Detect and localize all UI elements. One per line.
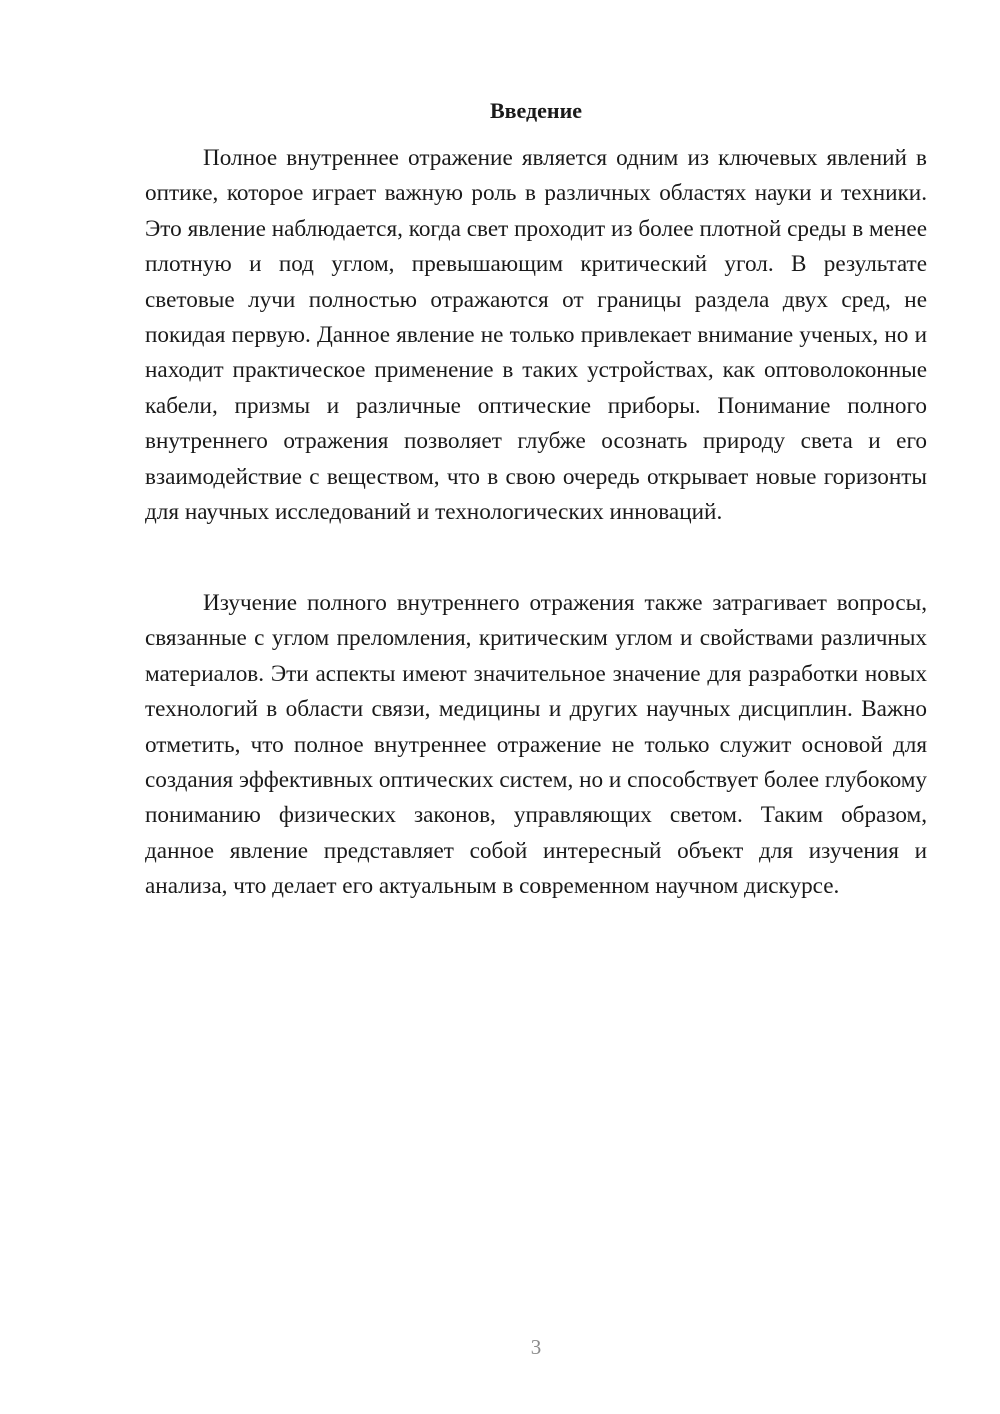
page-number: 3 bbox=[530, 1335, 542, 1359]
section-heading: Введение bbox=[489, 98, 583, 123]
body-paragraph: Изучение полного внутреннего отражения также затрагивает вопросы, связанные с углом преломления, критическим углом и свойствами различных материалов. Эти аспекты имеют значительное значение для разработки новых технологий в области связи, медицины и других научных дисциплин. Важно отметить, что полное внутреннее отражение не только служит основой для создания эффективных оптических систем, но и способствует более глубокому пониманию физических законов, управляющих светом. Таким образом, данное явление представляет собой интересный объект для изучения и анализа, что делает его актуальным в современном научном дискурсе. bbox=[145, 590, 927, 900]
body-paragraph: Полное внутреннее отражение является одним из ключевых явлений в оптике, которое играет важную роль в различных областях науки и техники. Это явление наблюдается, когда свет проходит из более плотной среды в менее плотную и под углом, превышающим критический угол. В результате световые лучи полностью отражаются от границы раздела двух сред, не покидая первую. Данное явление не только привлекает внимание ученых, но и находит практическое применение в таких устройствах, как оптоволоконные кабели, призмы и различные оптические приборы. Понимание полного внутреннего отражения позволяет глубже осознать природу света и его взаимодействие с веществом, что в свою очередь открывает новые горизонты для научных исследований и технологических инноваций. bbox=[145, 145, 927, 526]
